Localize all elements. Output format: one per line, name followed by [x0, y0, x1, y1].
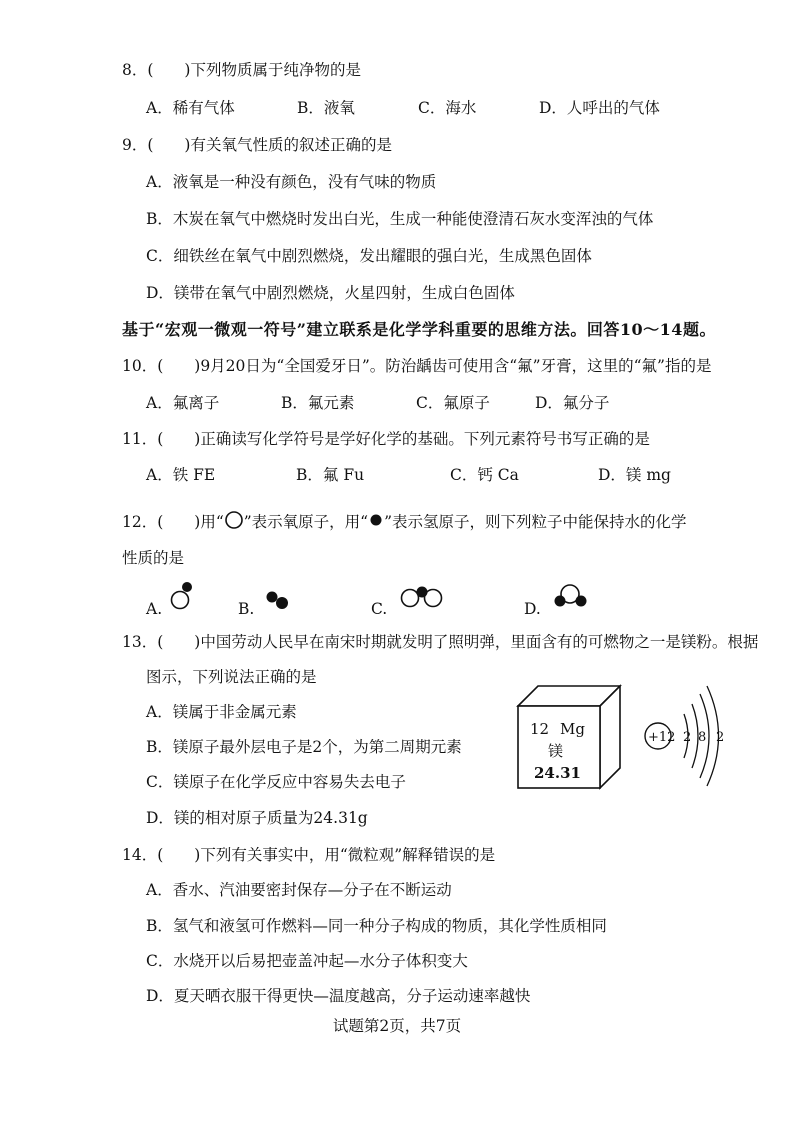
- q13-stem: 13．( )中国劳动人民早在南宋时期就发明了照明弹，里面含有的可燃物之一是镁粉。根据: [122, 633, 759, 651]
- nucleus-charge: +12: [648, 730, 676, 745]
- molecule-b-icon: [262, 588, 296, 614]
- molecule-a-icon: [168, 580, 198, 612]
- q14-option-d: D．夏天晒衣服干得更快—温度越高，分子运动速率越快: [146, 987, 531, 1005]
- element-symbol: Mg: [560, 720, 585, 738]
- q14-option-a: A．香水、汽油要密封保存—分子在不断运动: [146, 881, 452, 899]
- q10-stem: 10．( )9月20日为“全国爱牙日”。防治龋齿可使用含“氟”牙膏，这里的“氟”指的是: [122, 357, 712, 375]
- shell-1-electrons: 2: [683, 730, 692, 745]
- q12-option-a-label: A.: [146, 600, 163, 618]
- q9-option-a: A．液氧是一种没有颜色，没有气味的物质: [146, 173, 437, 191]
- hydrogen-atom-icon: [368, 511, 384, 531]
- element-atomic-number: 12: [530, 720, 550, 738]
- q12-stem-line2: 性质的是: [122, 549, 185, 567]
- q12-stem-part-a: 12．( )用“: [122, 513, 224, 531]
- atom-structure-diagram: [640, 680, 736, 792]
- q14-option-c: C．水烧开以后易把壶盖冲起—水分子体积变大: [146, 952, 468, 970]
- q9-option-c: C．细铁丝在氧气中剧烈燃烧，发出耀眼的强白光，生成黑色固体: [146, 247, 592, 265]
- section-intro: 基于“宏观一微观一符号”建立联系是化学学科重要的思维方法。回答10～14题。: [122, 320, 716, 339]
- element-name: 镁: [548, 742, 564, 760]
- q14-stem: 14．( )下列有关事实中，用“微粒观”解释错误的是: [122, 846, 496, 864]
- q13-option-c: C．镁原子在化学反应中容易失去电子: [146, 773, 406, 791]
- q8-stem: 8．( )下列物质属于纯净物的是: [122, 61, 361, 79]
- q14-option-b: B．氢气和液氢可作燃料—同一种分子构成的物质，其化学性质相同: [146, 917, 607, 935]
- q13-stem-line2: 图示，下列说法正确的是: [146, 668, 317, 686]
- q8-option-b: B．液氧: [297, 99, 355, 117]
- q11-option-b: B．氟 Fu: [296, 466, 365, 484]
- q10-option-d: D．氟分子: [535, 394, 610, 412]
- q9-option-d: D．镁带在氧气中剧烈燃烧，火星四射，生成白色固体: [146, 284, 515, 302]
- oxygen-atom-icon: [224, 511, 244, 531]
- q10-option-c: C．氟原子: [416, 394, 490, 412]
- q13-option-a: A．镁属于非金属元素: [146, 703, 297, 721]
- q12-option-c-label: C.: [371, 600, 388, 618]
- q8-option-d: D．人呼出的气体: [539, 99, 660, 117]
- q11-option-c: C．钙 Ca: [450, 466, 519, 484]
- q13-option-d: D．镁的相对原子质量为24.31g: [146, 809, 368, 827]
- q12-option-d-label: D.: [524, 600, 541, 618]
- q11-option-d: D．镁 mg: [598, 466, 671, 484]
- q13-option-b: B．镁原子最外层电子是2个，为第二周期元素: [146, 738, 462, 756]
- q11-option-a: A．铁 FE: [146, 466, 216, 484]
- page-footer: 试题第2页，共7页: [332, 1017, 462, 1035]
- molecule-c-icon: [396, 583, 448, 611]
- q12-stem: [122, 511, 687, 532]
- element-atomic-mass: 24.31: [534, 764, 581, 782]
- q12-option-b-label: B.: [238, 600, 255, 618]
- q12-stem-part-b: ”表示氧原子，用“: [243, 513, 369, 531]
- q9-stem: 9．( )有关氧气性质的叙述正确的是: [122, 136, 392, 154]
- molecule-d-icon: [550, 580, 594, 614]
- q11-stem: 11．( )正确读写化学符号是学好化学的基础。下列元素符号书写正确的是: [122, 430, 650, 448]
- q10-option-a: A．氟离子: [146, 394, 220, 412]
- q9-option-b: B．木炭在氧气中燃烧时发出白光，生成一种能使澄清石灰水变浑浊的气体: [146, 210, 654, 228]
- q8-option-c: C．海水: [418, 99, 477, 117]
- q10-option-b: B．氟元素: [281, 394, 355, 412]
- q12-stem-part-c: ”表示氢原子，则下列粒子中能保持水的化学: [384, 513, 687, 531]
- shell-3-electrons: 2: [716, 730, 725, 745]
- element-card: [512, 682, 624, 790]
- q8-option-a: A．稀有气体: [146, 99, 235, 117]
- shell-2-electrons: 8: [698, 730, 707, 745]
